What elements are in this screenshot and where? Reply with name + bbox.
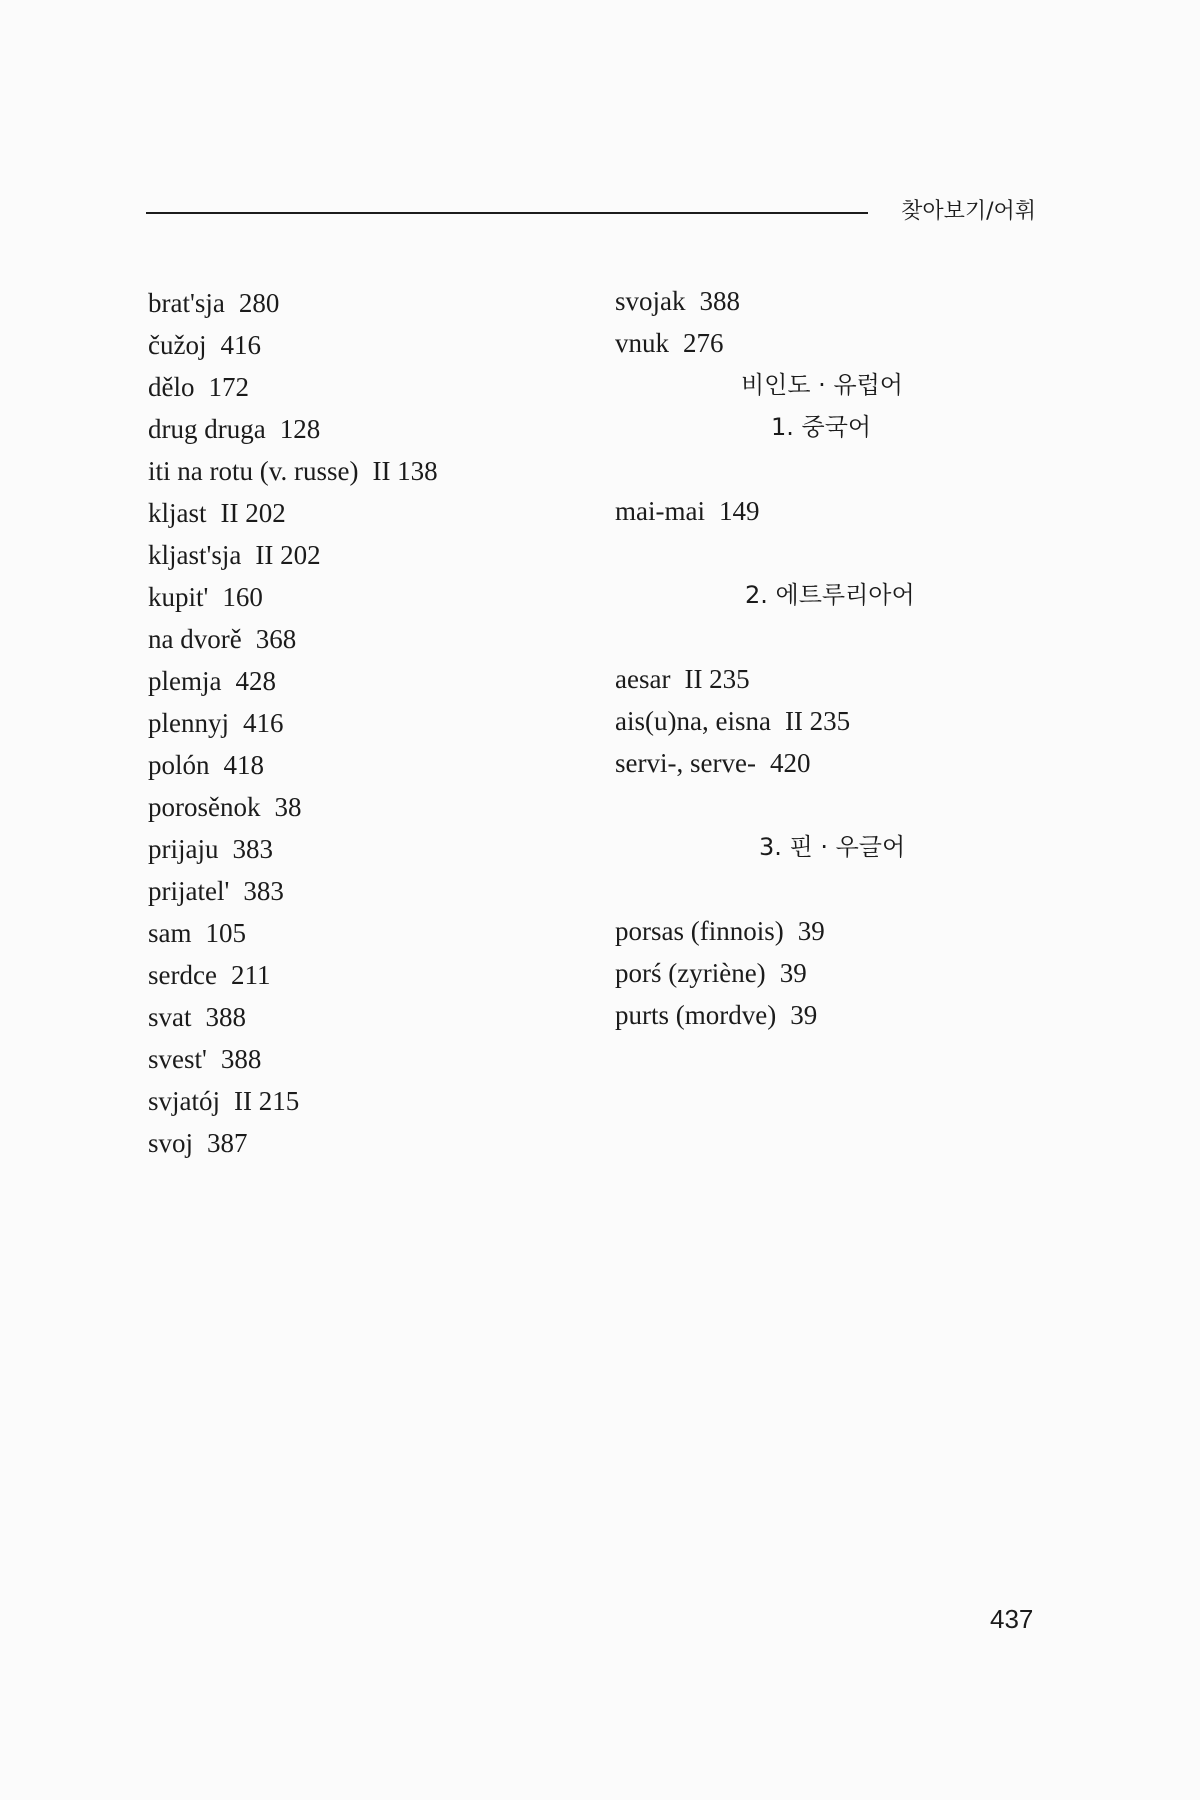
entry-term: prijatel' (148, 876, 230, 906)
entry-term: drug druga (148, 414, 266, 444)
entry-term: svjatój (148, 1086, 220, 1116)
entry-term: svoj (148, 1128, 194, 1158)
entry-ref: 418 (223, 750, 265, 780)
index-column-left (148, 282, 618, 1164)
index-entry (148, 450, 618, 492)
index-column-right (615, 280, 1035, 1036)
spacer (615, 532, 1035, 574)
entry-term: na dvorě (148, 624, 242, 654)
index-entry (615, 994, 1035, 1036)
entry-ref: 416 (220, 330, 261, 360)
index-entry (148, 408, 618, 450)
entry-ref: II 202 (255, 540, 321, 570)
index-entry (148, 366, 618, 408)
entry-term: čužoj (148, 330, 207, 360)
entry-ref: 428 (235, 666, 276, 696)
entry-term: vnuk (615, 328, 669, 358)
entry-ref: 172 (208, 372, 249, 402)
entry-ref: 383 (243, 876, 284, 906)
entry-ref: 387 (207, 1128, 248, 1158)
index-entry (148, 912, 618, 954)
entry-term: prijaju (148, 834, 219, 864)
group-heading: 비인도 · 유럽어 (741, 371, 903, 399)
entry-ref: 388 (205, 1002, 246, 1032)
running-header (146, 194, 1036, 230)
index-entry (148, 618, 618, 660)
entry-ref: II 215 (234, 1086, 300, 1116)
entry-ref: 280 (238, 288, 280, 318)
index-entry (148, 870, 618, 912)
section-heading: 3. 핀 · 우글어 (759, 833, 906, 861)
page-number: 437 (990, 1604, 1034, 1634)
index-entry (148, 1122, 618, 1164)
index-entry (148, 996, 618, 1038)
index-entry (148, 1080, 618, 1122)
index-entry (148, 702, 618, 744)
entry-term: aesar (615, 664, 671, 694)
index-entry (148, 282, 618, 324)
entry-ref: 276 (683, 328, 724, 358)
index-entry (615, 658, 1035, 700)
index-entry (615, 700, 1035, 742)
entry-term: kupit' (148, 582, 209, 612)
index-entry (148, 786, 618, 828)
entry-ref: 105 (205, 918, 246, 948)
entry-term: porś (zyriène) (615, 958, 766, 988)
entry-term: svat (148, 1002, 192, 1032)
entry-term: porsas (finnois) (615, 916, 784, 946)
entry-term: svest' (148, 1044, 207, 1074)
entry-ref: 149 (718, 496, 760, 526)
index-entry (148, 660, 618, 702)
entry-ref: 38 (274, 792, 302, 822)
entry-ref: 388 (220, 1044, 262, 1074)
entry-term: svojak (615, 286, 686, 316)
entry-term: sam (148, 918, 192, 948)
entry-term: porosěnok (148, 792, 261, 822)
entry-ref: II 138 (372, 456, 438, 486)
index-entry (615, 490, 1035, 532)
entry-term: ais(u)na, eisna (615, 706, 771, 736)
entry-term: brat'sja (148, 288, 225, 318)
entry-ref: 388 (699, 286, 740, 316)
index-entry (148, 576, 618, 618)
spacer (615, 868, 1035, 910)
entry-term: serdce (148, 960, 217, 990)
entry-term: kljast (148, 498, 207, 528)
spacer (615, 448, 1035, 490)
entry-ref: II 202 (220, 498, 286, 528)
entry-term: mai-mai (615, 496, 705, 526)
index-entry (148, 1038, 618, 1080)
entry-ref: 39 (779, 958, 807, 988)
entry-ref: II 235 (684, 664, 750, 694)
entry-ref: 39 (790, 1000, 818, 1030)
entry-ref: 128 (279, 414, 321, 444)
index-entry (148, 534, 618, 576)
index-entry (615, 322, 1035, 364)
entry-term: plemja (148, 666, 222, 696)
spacer (615, 784, 1035, 826)
spacer (615, 616, 1035, 658)
running-title: 찾아보기/어휘 (901, 199, 1036, 224)
entry-ref: 383 (232, 834, 273, 864)
entry-term: servi-, serve- (615, 748, 756, 778)
entry-term: purts (mordve) (615, 1000, 777, 1030)
index-entry (615, 910, 1035, 952)
index-entry (148, 828, 618, 870)
entry-ref: 420 (769, 748, 811, 778)
index-entry (148, 492, 618, 534)
entry-ref: 160 (222, 582, 263, 612)
section-heading: 1. 중국어 (771, 413, 872, 441)
index-entry (148, 744, 618, 786)
index-entry (148, 324, 618, 366)
section-heading: 2. 에트루리아어 (745, 581, 915, 609)
index-entry (615, 742, 1035, 784)
index-entry (615, 280, 1035, 322)
entry-ref: II 235 (784, 706, 851, 736)
entry-term: kljast'sja (148, 540, 242, 570)
index-entry (148, 954, 618, 996)
entry-term: iti na rotu (v. russe) (148, 456, 359, 486)
entry-ref: 211 (230, 960, 271, 990)
entry-term: dělo (148, 372, 195, 402)
entry-ref: 368 (255, 624, 297, 654)
index-entry (615, 952, 1035, 994)
entry-term: polón (148, 750, 210, 780)
entry-ref: 416 (243, 708, 284, 738)
entry-term: plennyj (148, 708, 229, 738)
header-rule (146, 212, 868, 214)
entry-ref: 39 (797, 916, 825, 946)
